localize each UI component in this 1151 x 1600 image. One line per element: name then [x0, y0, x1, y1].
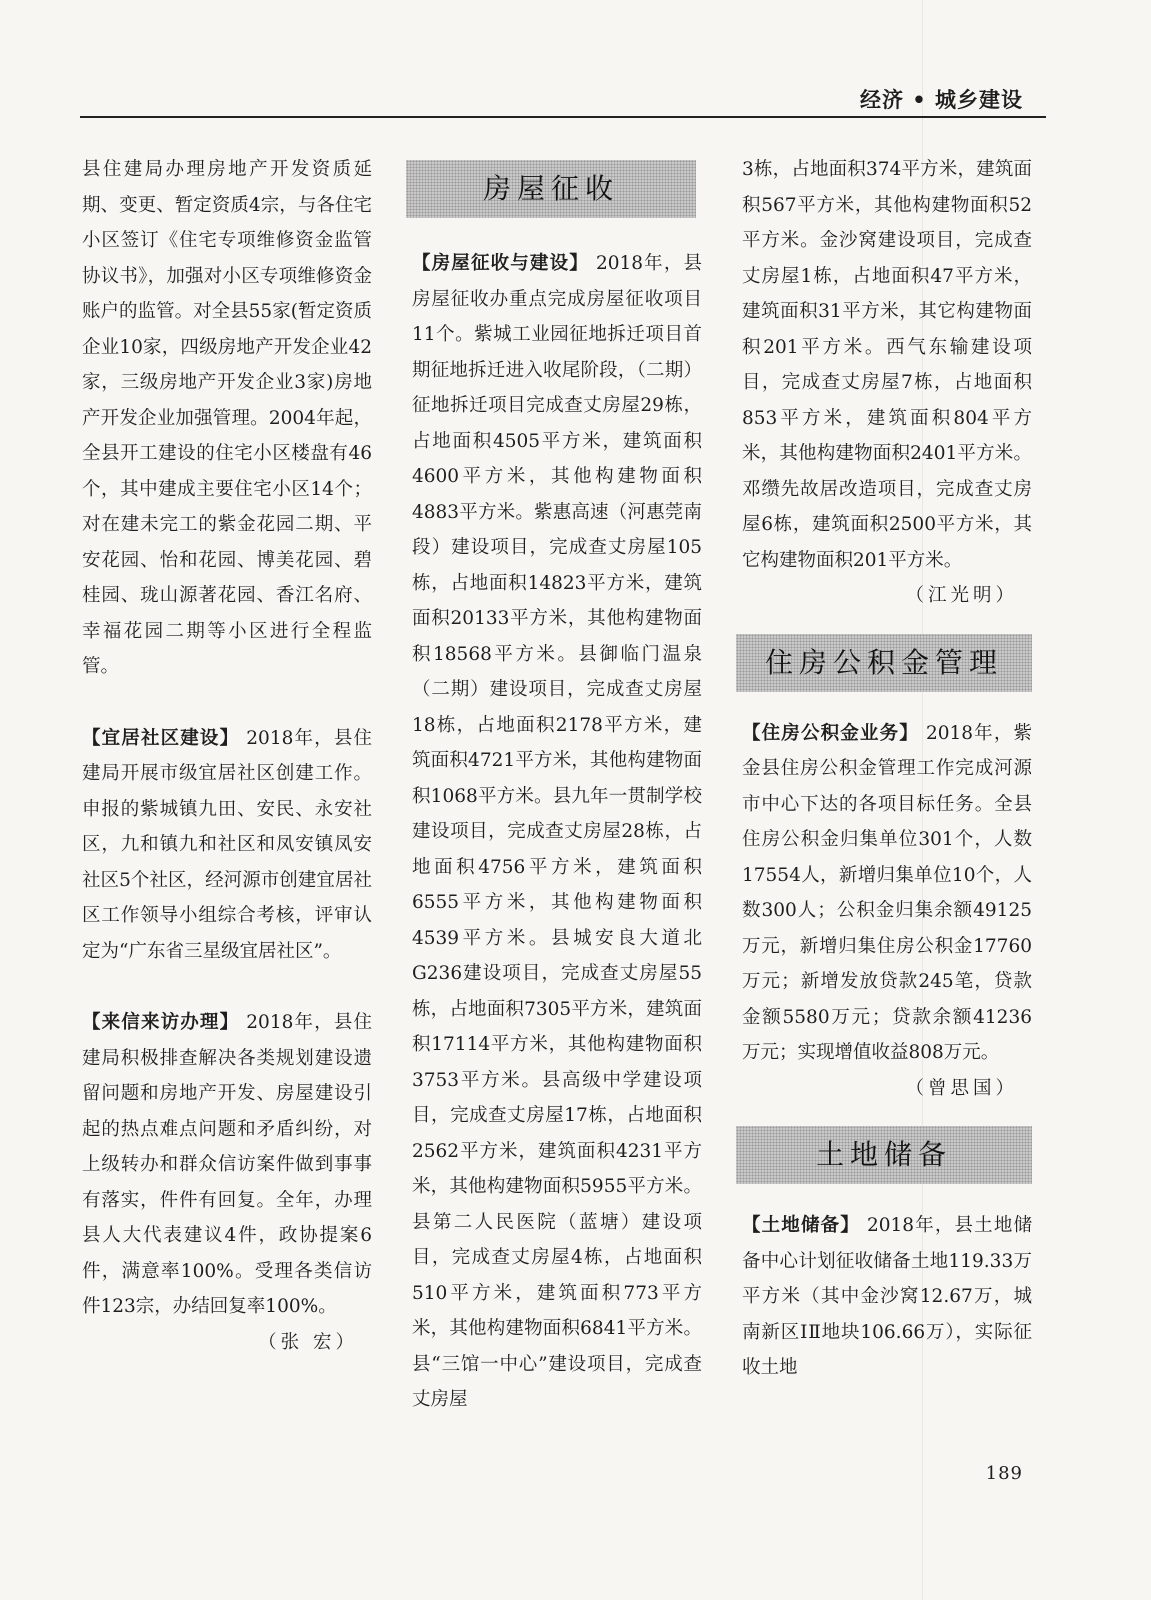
entry-keyword: 【房屋征收与建设】 — [412, 253, 589, 274]
paragraph: 【土地储备】 2018年，县土地储备中心计划征收储备土地119.33万平方米（其中金沙窝12.67万，城南新区ⅠⅡ地块106.66万），实际征收土地 — [742, 1215, 1032, 1378]
author-credit: （张 宏） — [258, 1331, 358, 1353]
column-3 — [742, 152, 1032, 1386]
paragraph: 【来信来访办理】 2018年，县住建局积极排查解决各类规划建设遗留问题和房地产开发、房屋建设引起的热点难点问题和矛盾纠纷，对上级转办和群众信访案件做到事事有落实，件件有回复。全年，办理县人大代表建议4件，政协提案6件，满意率100%。受理各类信访件123宗，办结回复率100%。 — [82, 1012, 372, 1317]
author-credit: （曾思国） — [905, 1077, 1018, 1099]
paragraph: 【宜居社区建设】 2018年，县住建局开展市级宜居社区创建工作。申报的紫城镇九田、安民、永安社区，九和镇九和社区和凤安镇凤安社区5个社区，经河源市创建宜居社区工作领导小组综合考核，评审认定为“广东省三星级宜居社区”。 — [82, 727, 372, 962]
paragraph: 【房屋征收与建设】 2018年，县房屋征收办重点完成房屋征收项目11个。紫城工业园征地拆迁项目首期征地拆迁进入收尾阶段，（二期）征地拆迁项目完成查丈房屋29栋，占地面积4505平方米，建筑面积4600平方米，其他构建物面积4883平方米。紫惠高速（河惠莞南段）建设项目，完成查丈房屋105栋，占地面积14823平方米，建筑面积20133平方米，其他构建物面积18568平方米。县御临门温泉（二期）建设项目，完成查丈房屋18栋，占地面积2178平方米，建筑面积4721平方米，其他构建物面积1068平方米。县九年一贯制学校建设项目，完成查丈房屋28栋，占地面积4756平方米，建筑面积6555平方米，其他构建物面积4539平方米。县城安良大道北G236建设项目，完成查丈房屋55栋，占地面积7305平方米，建筑面积17114平方米，其他构建物面积3753平方米。县高级中学建设项目，完成查丈房屋17栋，占地面积2562平方米，建筑面积4231平方米，其他构建物面积5955平方米。县第二人民医院（蓝塘）建设项目，完成查丈房屋4栋，占地面积510平方米，建筑面积773平方米，其他构建物面积6841平方米。县“三馆一中心”建设项目，完成查丈房屋 — [412, 253, 702, 1410]
header-section-title: 经济 • 城乡建设 — [859, 88, 1023, 112]
paragraph: 【住房公积金业务】 2018年，紫金县住房公积金管理工作完成河源市中心下达的各项目标任务。全县住房公积金归集单位301个，人数17554人，新增归集单位10个，人数300人；公积金归集余额49125万元，新增归集住房公积金17760万元；新增发放贷款245笔，贷款金额5580万元；贷款余额41236万元；实现增值收益808万元。 — [742, 722, 1032, 1063]
page-number: 189 — [985, 1463, 1023, 1484]
section-title-housing-fund: 住房公积金管理 — [736, 634, 1032, 692]
entry-keyword: 【宜居社区建设】 — [82, 727, 240, 749]
paragraph: 县住建局办理房地产开发资质延期、变更、暂定资质4宗，与各住宅小区签订《住宅专项维修资金监管协议书》，加强对小区专项维修资金账户的监管。对全县55家(暂定资质企业10家，四级房地产开发企业42家，三级房地产开发企业3家)房地产开发企业加强管理。2004年起，全县开工建设的住宅小区楼盘有46个，其中建成主要住宅小区14个；对在建未完工的紫金花园二期、平安花园、怡和花园、博美花园、碧桂园、珑山源著花园、香江名府、幸福花园二期等小区进行全程监管。 — [82, 159, 372, 677]
paragraph: 3栋，占地面积374平方米，建筑面积567平方米，其他构建物面积52平方米。金沙窝建设项目，完成查丈房屋1栋，占地面积47平方米，建筑面积31平方米，其它构建物面积201平方米。西气东输建设项目，完成查丈房屋7栋，占地面积853平方米，建筑面积804平方米，其他构建物面积2401平方米。邓缵先故居改造项目，完成查丈房屋6栋，建筑面积2500平方米，其它构建物面积201平方米。 — [742, 159, 1032, 571]
entry-keyword: 【住房公积金业务】 — [742, 722, 919, 744]
column-2 — [412, 152, 702, 1418]
author-credit: （江光明） — [905, 585, 1018, 606]
column-1 — [82, 152, 372, 1360]
header-rule — [80, 116, 1046, 118]
entry-keyword: 【土地储备】 — [742, 1215, 860, 1236]
entry-keyword: 【来信来访办理】 — [82, 1012, 240, 1033]
section-title-land-reserve: 土地储备 — [736, 1126, 1032, 1184]
section-title-house-expropriation: 房屋征收 — [406, 160, 696, 218]
